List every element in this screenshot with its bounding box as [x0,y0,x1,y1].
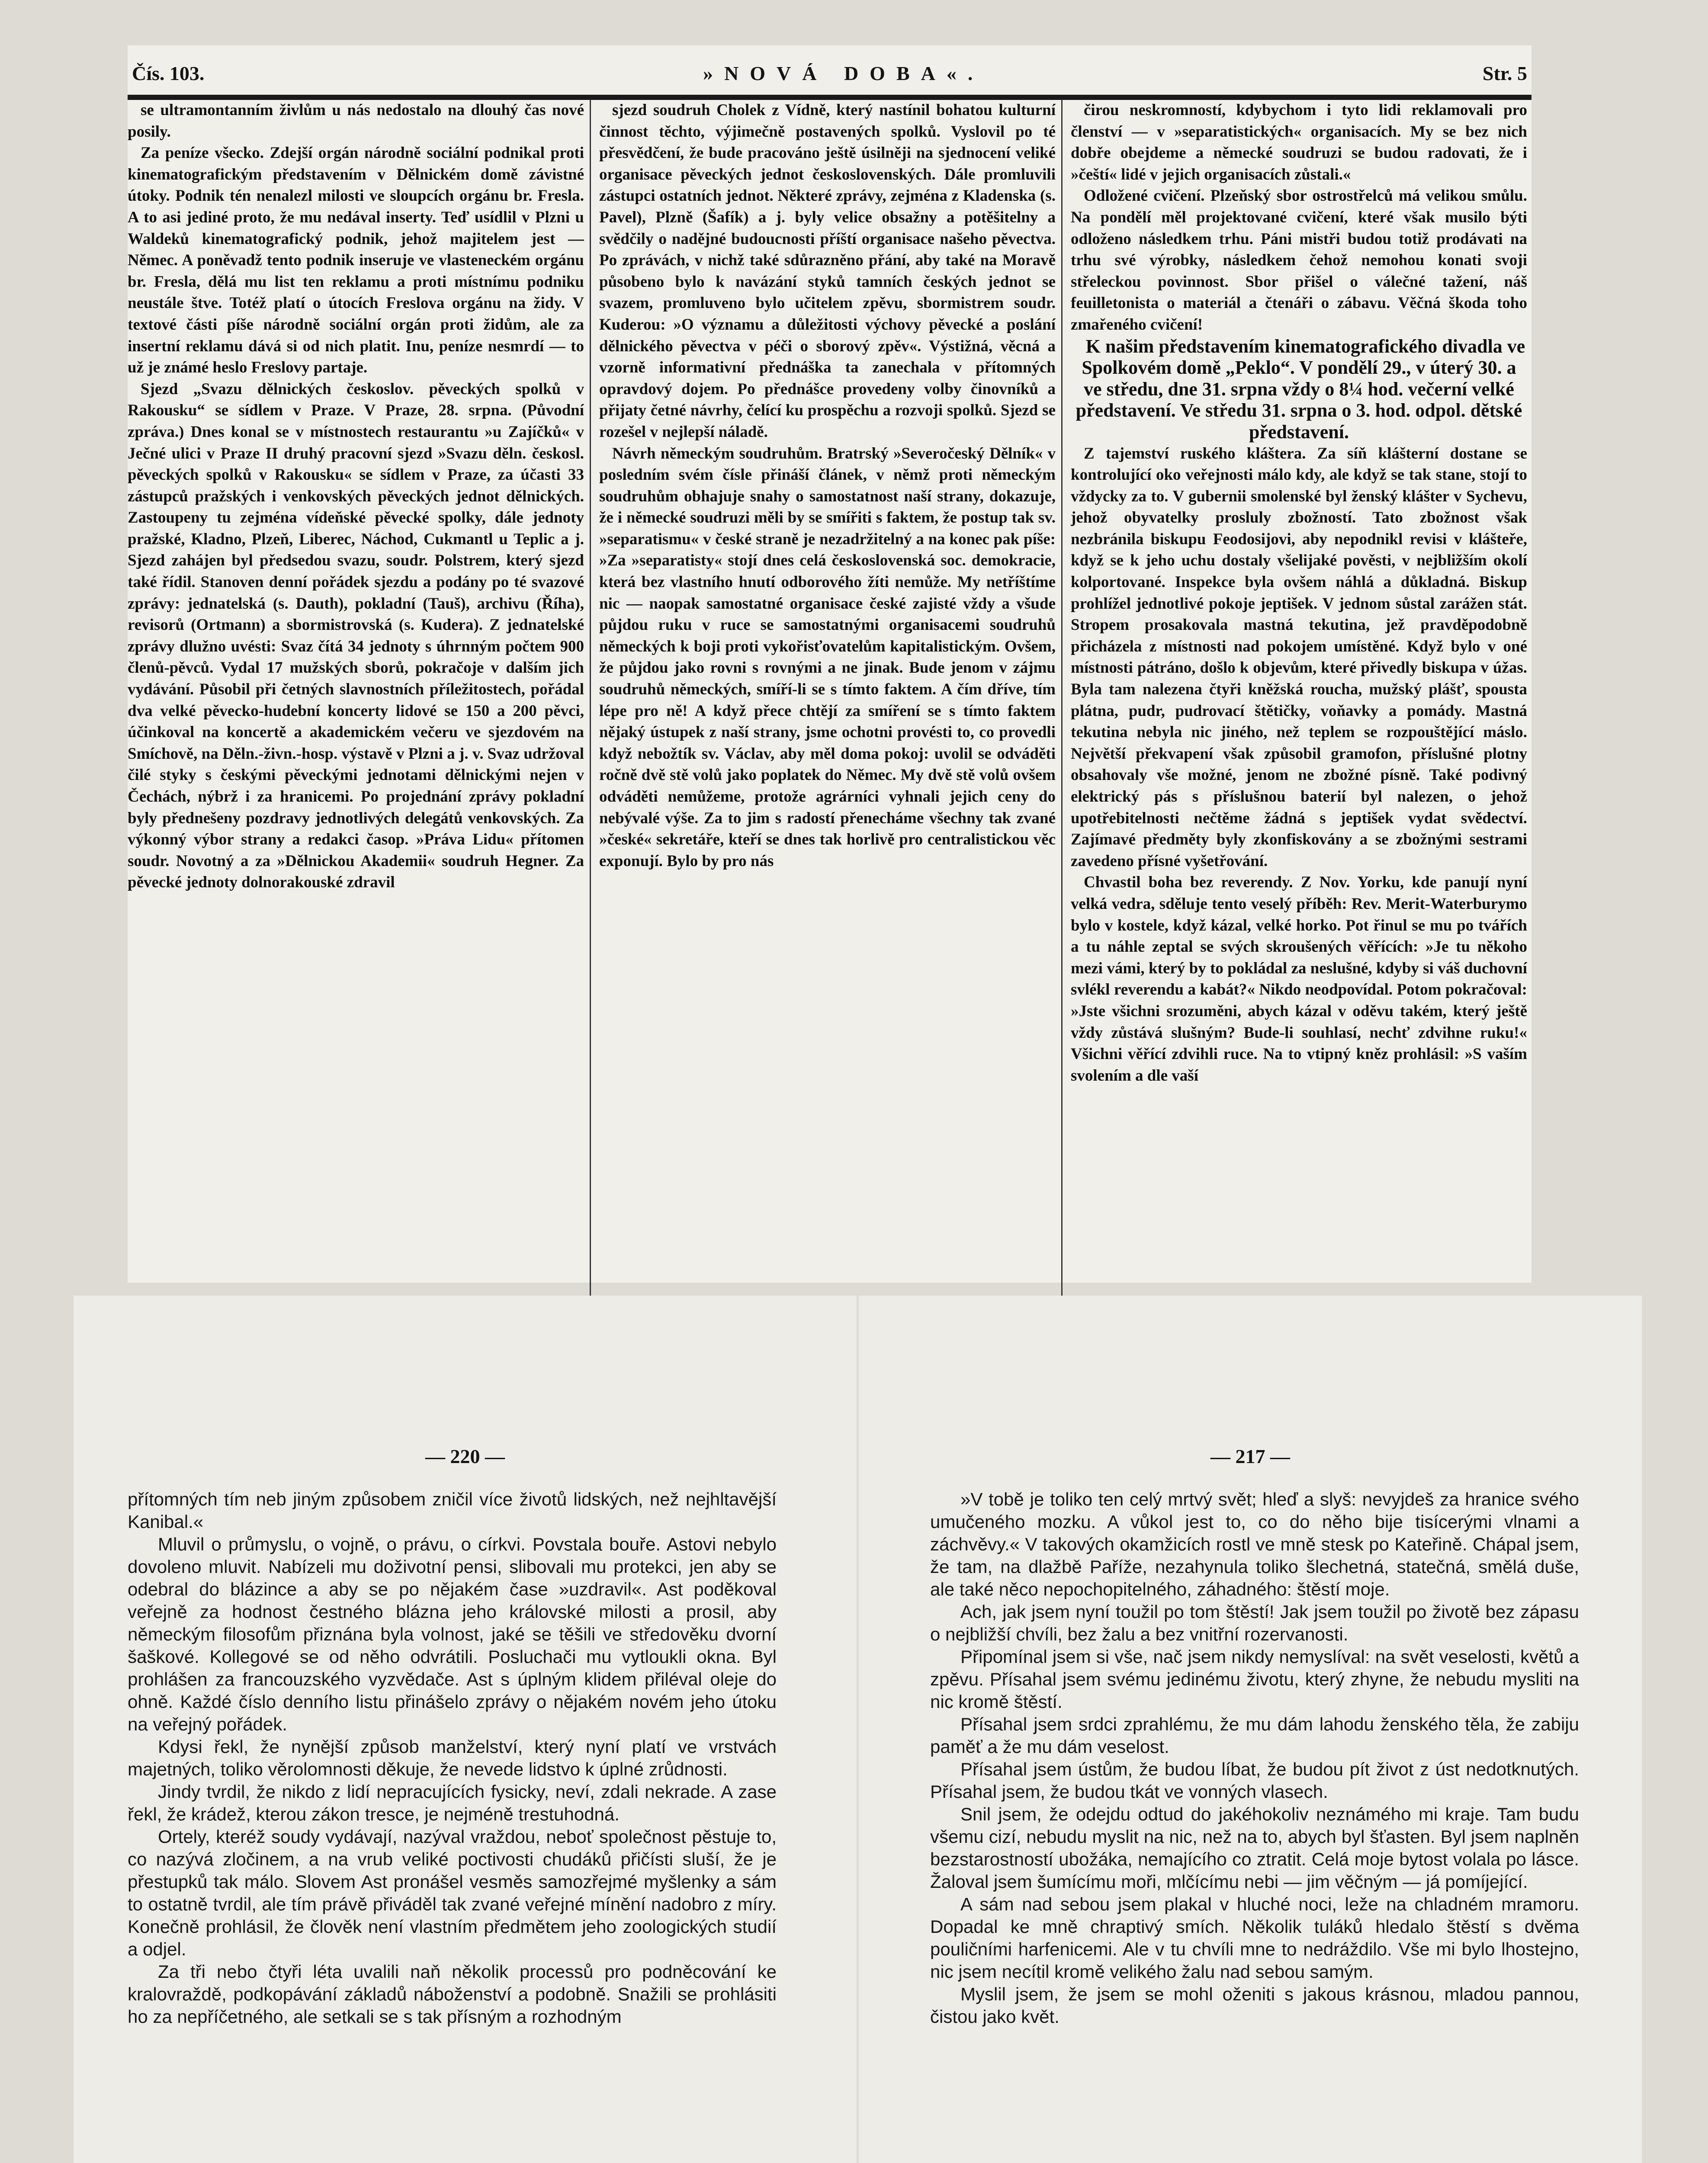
article-paragraph: se ultramontanním živlům u nás nedostalo na dlouhý čas nové posily. [128,101,584,141]
newspaper-page [128,45,1531,1283]
column-divider [590,99,591,1306]
book-paragraph: Myslil jsem, že jsem se mohl oženiti s jakous krásnou, mladou pannou, čistou jako květ. [930,1984,1579,2027]
article-paragraph: Sjezd „Svazu dělnických českoslov. pěveckých spolků v Rakousku“ se sídlem v Praze. V Praze, 28. srpna. (Původní zpráva.) Dnes konal se v místnostech restaurantu »u Zajíčků« v Ječné ulici v Praze II druhý pracovní sjezd »Svazu děln. českosl. pěveckých spolků v Rakousku« se sídlem v Praze, za účasti 33 zástupců pražských i venkovských pěveckých jednot dělnických. Zastoupeny tu zejména vídeňské pěvecké spolky, dále jednoty pražské, Kladno, Plzeň, Liberec, Náchod, Cukmantl u Teplic a j. Sjezd zahájen byl předsedou svazu, soudr. Polstrem, který sjezd také řídil. Stanoven denní pořádek sjezdu a podány po té svazové zprávy: jednatelská (s. Dauth), pokladní (Tauš), archivu (Říha), revisorů (Ortmann) a sbormistrovská (s. Kudera). Z jednatelské zprávy dlužno uvésti: Svaz čítá 34 jednoty s úhrnným počtem 900 členů-pěvců. Vydal 17 mužských sborů, pokračoje v dalším jich vydávání. Působil při četných slavnostních příležitostech, pořádal dva velké pěvecko-hudební koncerty lidové se 150 a 200 pěvci, účinkoval na koncertě a akademickém večeru ve sjezdovém na Smíchově, na Děln.-živn.-hosp. výstavě v Plzni a j. v. Svaz udržoval čilé styky s českými pěveckými jednotami dělnickými nejen v Čechách, nýbrž i za hranicemi. Po projednání zprávy pokladní byly přednešeny pozdravy jednotlivých delegátů venkovských. Za výkonný výbor strany a redakci časop. »Práva Lidu« přítomen soudr. Novotný a za »Dělnickou Akademii« soudruh Hegner. Za pěvecké jednoty dolnorakouské zdravil [128,380,584,892]
column-1 [128,99,584,1306]
article-paragraph: Chvastil boha bez reverendy. Z Nov. Yorku, kde panují nyní velká vedra, sděluje tento veselý příběh: Rev. Merit-Waterburymo bylo v kostele, když kázal, velké horko. Pot řinul se mu po tvářích a tu náhle zeptal se svých skroušených věřících: »Je tu někoho mezi vámi, který by to pokládal za neslušné, kdyby si váš duchovní svlékl reverendu a kabát?« Nikdo neodpovídal. Potom pokračoval: »Jste všichni srozuměni, abych kázal v oděvu takém, který ještě vždy zůstává slušným? Bude-li souhlasí, nechť zdvihne ruku!« Všichni věřící zdvihli ruce. Na to vtipný kněz prohlásil: »S vaším svolením a dle vaší [1071,873,1527,1085]
book-page-left [74,1296,857,2163]
book-paragraph: Přísahal jsem srdci zprahlému, že mu dám lahodu ženského těla, že zabiju paměť a že mu dám veselost. [930,1714,1579,1757]
newspaper-masthead [128,53,1531,88]
book-paragraph: přítomných tím neb jiným způsobem zničil více životů lidských, než nejhltavější Kanibal.« [128,1489,777,1532]
book-page-right [859,1296,1642,2163]
book-paragraph: Kdysi řekl, že nynější způsob manželství, který nyní platí ve vrstvách majetných, toliko věrolomnosti děkuje, že nevede lidstvo k úplné zrůdnosti. [128,1736,777,1779]
article-paragraph: Návrh německým soudruhům. Bratrský »Severočeský Dělník« v posledním svém čísle přináší článek, v němž proti německým soudruhům obhajuje snahy o samostatnost naší strany, dokazuje, že i německé soudruzi měli by se smířiti s faktem, že postup tak sv. »separatismu« v české straně je nezadržitelný a na konec pak píše: »Za »separatisty« stojí dnes celá československá soc. demokracie, která bez vlastního hnutí odborového žíti nemůže. My netříštíme nic — naopak samostatné organisace české zajisté vždy a všude půjdou ruku v ruce se samostatnými organisacemi soudruhů německých k boji proti vykořisťovatelům kapitalistickým. Ovšem, že půjdou jako rovni s rovnými a ne jinak. Bude jenom v zájmu soudruhů německých, smíří-li se s tímto faktem. A čím dříve, tím lépe pro ně! A když přece chtějí za smíření se s tímto faktem nějaký ústupek z naší strany, jsme ochotni provésti to, co provedli když nebožtík sv. Václav, aby měl doma pokoj: uvolil se odváděti ročně dvě stě volů jako poplatek do Němec. My dvě stě volů ovšem odváděti nemůžeme, protože agrárníci vyhnali jejich ceny do nebývalé výše. Za to jim s radostí přenecháme všechny tak zvané »české« sekretáře, kteří se dnes tak horlivě pro centralistickou věc exponují. Bylo by pro nás [599,444,1056,870]
newspaper-columns [128,99,1531,1306]
article-paragraph: čirou neskromností, kdybychom i tyto lidi reklamovali pro členství — v »separatistických« organisacích. My se bez nich dobře obejdeme a německé soudruzi se budou radovati, že i »čeští« lidé v jejich organisacích zůstali.« [1071,101,1527,183]
page-number: Str. 5 [1482,62,1527,84]
column-3 [1071,99,1527,1306]
book-paragraph: »V tobě je toliko ten celý mrtvý svět; hleď a slyš: nevyjdeš za hranice svého umučeného mozku. A vůkol jest to, co do něho bije tisícerými vlnami a záchvěvy.« V takových okamžicích rostl ve mně stesk po Kateřině. Chápal jsem, že tam, na dlažbě Paříže, nezahynula toliko šlechetná, statečná, smělá duše, ale také něco nepochopitelného, záhadného: štěstí moje. [930,1489,1579,1599]
article-paragraph: Za peníze všecko. Zdejší orgán národně sociální podnikal proti kinematografickým představením v Dělnickém domě závistné útoky. Podnik tén nenalezl milosti ve sloupcích orgánu br. Fresla. A to asi jediné proto, že mu nedával inserty. Teď usídlil v Plzni u Waldeků kinematografický podnik, jehož majitelem jest — Němec. A poněvadž tento podnik inseruje ve vlasteneckém orgánu br. Fresla, dělá mu list ten reklamu a proti místnímu podniku neustále štve. Totéž platí o útocích Freslova orgánu na židy. V textové části píše národně sociální orgán proti židům, ale za insertní reklamu dává si od nich platit. Inu, peníze nesmrdí — to už je známé heslo Freslovy partaje. [128,144,584,377]
book-paragraph: Jindy tvrdil, že nikdo z lidí nepracujících fysicky, neví, zdali nekrade. A zase řekl, že krádež, kterou zákon tresce, je nejméně trestuhodná. [128,1781,777,1824]
column-2 [599,99,1056,1306]
book-page-number: — 220 — [425,1445,505,1467]
book-paragraph: Ortely, kteréž soudy vydávají, nazýval vraždou, neboť společnost pěstuje to, co nazývá zločinem, a na vrub veliké poctivosti chudáků přičísti sluší, že je přestupků tak málo. Slovem Ast pronášel vesměs samozřejmé myšlenky a sám to ostatně tvrdil, ale tím právě přiváděl tak zvané veřejné mínění nadobro z míry. Konečně prohlásil, že člověk není vlastním předmětem jeho zoologických studií a odjel. [128,1826,777,1959]
article-paragraph: Odložené cvičení. Plzeňský sbor ostrostřelců má velikou smůlu. Na pondělí měl projektované cvičení, které však musilo býti odloženo následkem trhu. Páni mistři budou totiž prodávati na trhu své výrobky, následkem čehož nemohou konati svoji střeleckou povinnost. Sbor přišel o válečné tažení, náš feuilletonista o materiál a čtenáři o zábavu. Věčná škoda toho zmařeného cvičení! [1071,187,1527,334]
book-paragraph: Mluvil o průmyslu, o vojně, o právu, o církvi. Povstala bouře. Astovi nebylo dovoleno mluvit. Nabízeli mu doživotní pensi, slibovali mu protekci, jen aby se odebral do blázince a aby se po nějakém čase »uzdravil«. Ast poděkoval veřejně za hodnost čestného blázna jeho královské milosti a prosil, aby německým filosofům přiznána byla volnost, jaké se těšili ve středověku dvorní šaškové. Kollegové se od něho odvrátili. Posluchači mu vytloukli okna. Byl prohlášen za francouzského vyzvědače. Ast s úplným klidem přiléval oleje do ohně. Každé číslo denního listu přinášelo zprávy o nějakém novém jeho útoku na veřejný pořádek. [128,1534,777,1734]
newspaper-title: »NOVÁ DOBA«. [703,62,984,84]
book-paragraph: Za tři nebo čtyři léta uvalili naň několik processů pro podněcování ke kralovraždě, podkopávání základů náboženství a podobně. Snažili se prohlásiti ho za nepříčetného, ale setkali se s tak přísným a rozhodným [128,1961,777,2027]
book-paragraph: Připomínal jsem si vše, nač jsem nikdy nemyslíval: na svět veselosti, květů a zpěvu. Přísahal jsem svému jedinému životu, který zhyne, že nebudu mysliti na nic kromě štěstí. [930,1646,1579,1712]
book-page-number: — 217 — [1210,1445,1290,1467]
book-paragraph: A sám nad sebou jsem plakal v hluché noci, leže na chladném mramoru. Dopadal ke mně chraptivý smích. Několik tuláků hledalo štěstí s dvěma pouličními harfenicemi. Ale v tu chvíli mne to nedráždilo. Vše mi bylo lhostejno, nic jsem necítil kromě velikého žalu nad sebou samým. [930,1894,1579,1982]
issue-number: Čís. 103. [132,62,205,84]
announcement-heading: K našim představením kinematografického divadla ve Spolkovém domě „Peklo“. V pondělí 29., v úterý 30. a ve středu, dne 31. srpna vždy o 8¼ hod. večerní velké představení. Ve středu 31. srpna o 3. hod. odpol. dětské představení. [1076,335,1525,443]
book-text [930,1488,1579,2028]
column-divider [1061,99,1063,1306]
book-paragraph: Snil jsem, že odejdu odtud do jakéhokoliv neznámého mi kraje. Tam budu všemu cizí, nebudu myslit na nic, než na to, abych byl šťasten. Byl jsem naplněn bezstarostností ubožáka, nemajícího co ztratit. Celá moje bytost volala po lásce. Žaloval jsem šumícímu moři, mlčícímu nebi — jim věčným — já pomíjející. [930,1804,1579,1892]
article-paragraph: sjezd soudruh Cholek z Vídně, který nastínil bohatou kulturní činnost těchto, výjimečně postavených spolků. Vyslovil po té přesvědčení, že bude pracováno ještě úsilněji na sjednocení veliké organisace pěveckých jednot československých. Dále promluvili zástupci ostatních jednot. Některé zprávy, zejména z Kladenska (s. Pavel), Plzně (Šafík) a j. byly velice obsažny a potěšitelny a svědčily o nadějné budoucnosti příští organisace našeho pěvectva. Po zprávách, v nichž také sdůrazněno přání, aby také na Moravě působeno bylo k navázání styků tamních českých jednot se svazem, promluveno bylo učitelem zpěvu, sbormistrem soudr. Kuderou: »O významu a důležitosti výchovy pěvecké a poslání dělnického pěvectva v péči o sborový zpěv«. Výstižná, věcná a vzorně informativní přednáška ta zanechala v přítomných opravdový dojem. Po přednášce provedeny volby činovníků a přijaty četné návrhy, čelící ku prospěchu a rozvoji spolků. Sjezd se rozešel v nejlepší náladě. [599,101,1056,441]
book-paragraph: Přísahal jsem ústům, že budou líbat, že budou pít život z úst nedotknutých. Přísahal jsem, že budou tkát ve vonných vlasech. [930,1759,1579,1802]
article-paragraph: Z tajemství ruského kláštera. Za síň klášterní dostane se kontrolující oko veřejnosti málo kdy, ale když se tak stane, stojí to vždycky za to. V gubernii smolenské byl ženský klášter v Sychevu, jehož obyvatelky prosluly zbožností. Tato zbožnost však nezbránila biskupu Feodosijovi, aby nepodnikl revisi v klášteře, když se k jeho uchu dostaly všelijaké pověsti, v nejbližším okolí kolportované. Inspekce byla ovšem náhlá a důkladná. Biskup prohlížel jednotlivé pokoje jeptišek. V jednom sůstal zarážen stát. Stropem prosakovala mastná tekutina, jež pravděpodobně přicházela z místnosti nad pokojem umístěné. Když bylo v oné místnosti pátráno, došlo k objevům, které přivedly biskupa v úžas. Byla tam nalezena čtyři kněžská roucha, mužský plášť, spousta plátna, pudr, pudrovací štětičky, voňavky a pomády. Mastná tekutina nebyla nic jiného, než teplem se rozpouštějící máslo. Největší překvapení však způsobil gramofon, příslušné plotny obsahovaly vše možné, jenom ne zbožné písně. Také podivný elektrický pás s příslušnou baterií byl nalezen, o jehož upotřebitelnosti nečtěme žádná s jeptišek vydat svědectví. Zajímavé předměty byly zkonfiskovány a se zbožnými sestrami zavedeno přísné vyšetřování. [1071,444,1527,870]
book-paragraph: Ach, jak jsem nyní toužil po tom štěstí! Jak jsem toužil po životě bez zápasu o nejbližší chvíli, bez žalu a bez vnitřní rozervanosti. [930,1601,1579,1644]
book-text [128,1488,777,2028]
